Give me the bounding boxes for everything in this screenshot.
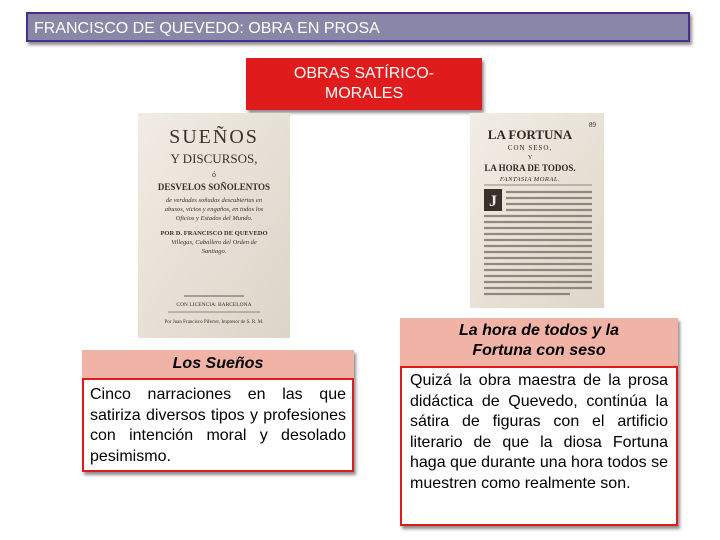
page-title: FRANCISCO DE QUEVEDO: OBRA EN PROSA — [34, 20, 380, 37]
suenos-imprint-2: Por Juan Francisco Piferrer, Impresor de S. R. M. — [164, 320, 264, 325]
suenos-o: ó — [212, 170, 216, 179]
suenos-subtitle: DESVELOS SOÑOLENTOS — [157, 182, 271, 192]
suenos-body-2: abusos, vicios y engaños, en todos los — [164, 206, 264, 213]
fortuna-drop-cap: J — [489, 193, 497, 210]
fortuna-title-y: Y — [527, 155, 533, 161]
fortuna-description: Quizá la obra maestra de la prosa didáctica de Quevedo, continúa la sátira de figuras con el artificio literario de que la diosa Fortuna haga que durante una hora todos se muestren como realmente son. — [410, 372, 668, 492]
fortuna-heading-text: La hora de todos y la Fortuna con seso — [458, 322, 620, 359]
fortuna-description-box — [400, 366, 678, 526]
fortuna-page-image — [470, 113, 604, 308]
suenos-author-2: Villegas, Caballero del Orden de — [171, 239, 257, 246]
suenos-title-1: SUEÑOS — [169, 126, 259, 148]
fortuna-heading — [400, 318, 678, 366]
suenos-author-1: POR D. FRANCISCO DE QUEVEDO — [160, 230, 268, 237]
title-bar — [26, 12, 690, 42]
suenos-author-3: Santiago. — [201, 248, 227, 255]
suenos-body-3: Oficios y Estados del Mundo. — [175, 215, 253, 222]
fortuna-title-3: LA HORA DE TODOS. — [484, 163, 576, 173]
suenos-title-page-image — [138, 113, 290, 338]
suenos-heading — [82, 350, 354, 378]
fortuna-page-number: 89 — [589, 121, 596, 129]
suenos-title-2: Y DISCURSOS, — [170, 151, 258, 166]
suenos-body-1: de verdades soñadas descubiertas en — [165, 197, 263, 204]
suenos-imprint-1: CON LICENCIA: BARCELONA — [176, 302, 252, 308]
suenos-description: Cinco narraciones en las que satiriza diversos tipos y profesiones con intención moral y desolado pesimismo. — [90, 386, 346, 465]
fortuna-title-4: FANTASIA MORAL. — [499, 176, 561, 183]
category-label: OBRAS SATÍRICO-MORALES — [293, 65, 435, 102]
fortuna-title-2: CON SESO, — [507, 144, 553, 152]
category-box — [246, 58, 482, 110]
suenos-heading-text: Los Sueños — [172, 355, 264, 372]
suenos-description-box — [82, 378, 354, 472]
fortuna-title-1: LA FORTUNA — [487, 127, 573, 142]
